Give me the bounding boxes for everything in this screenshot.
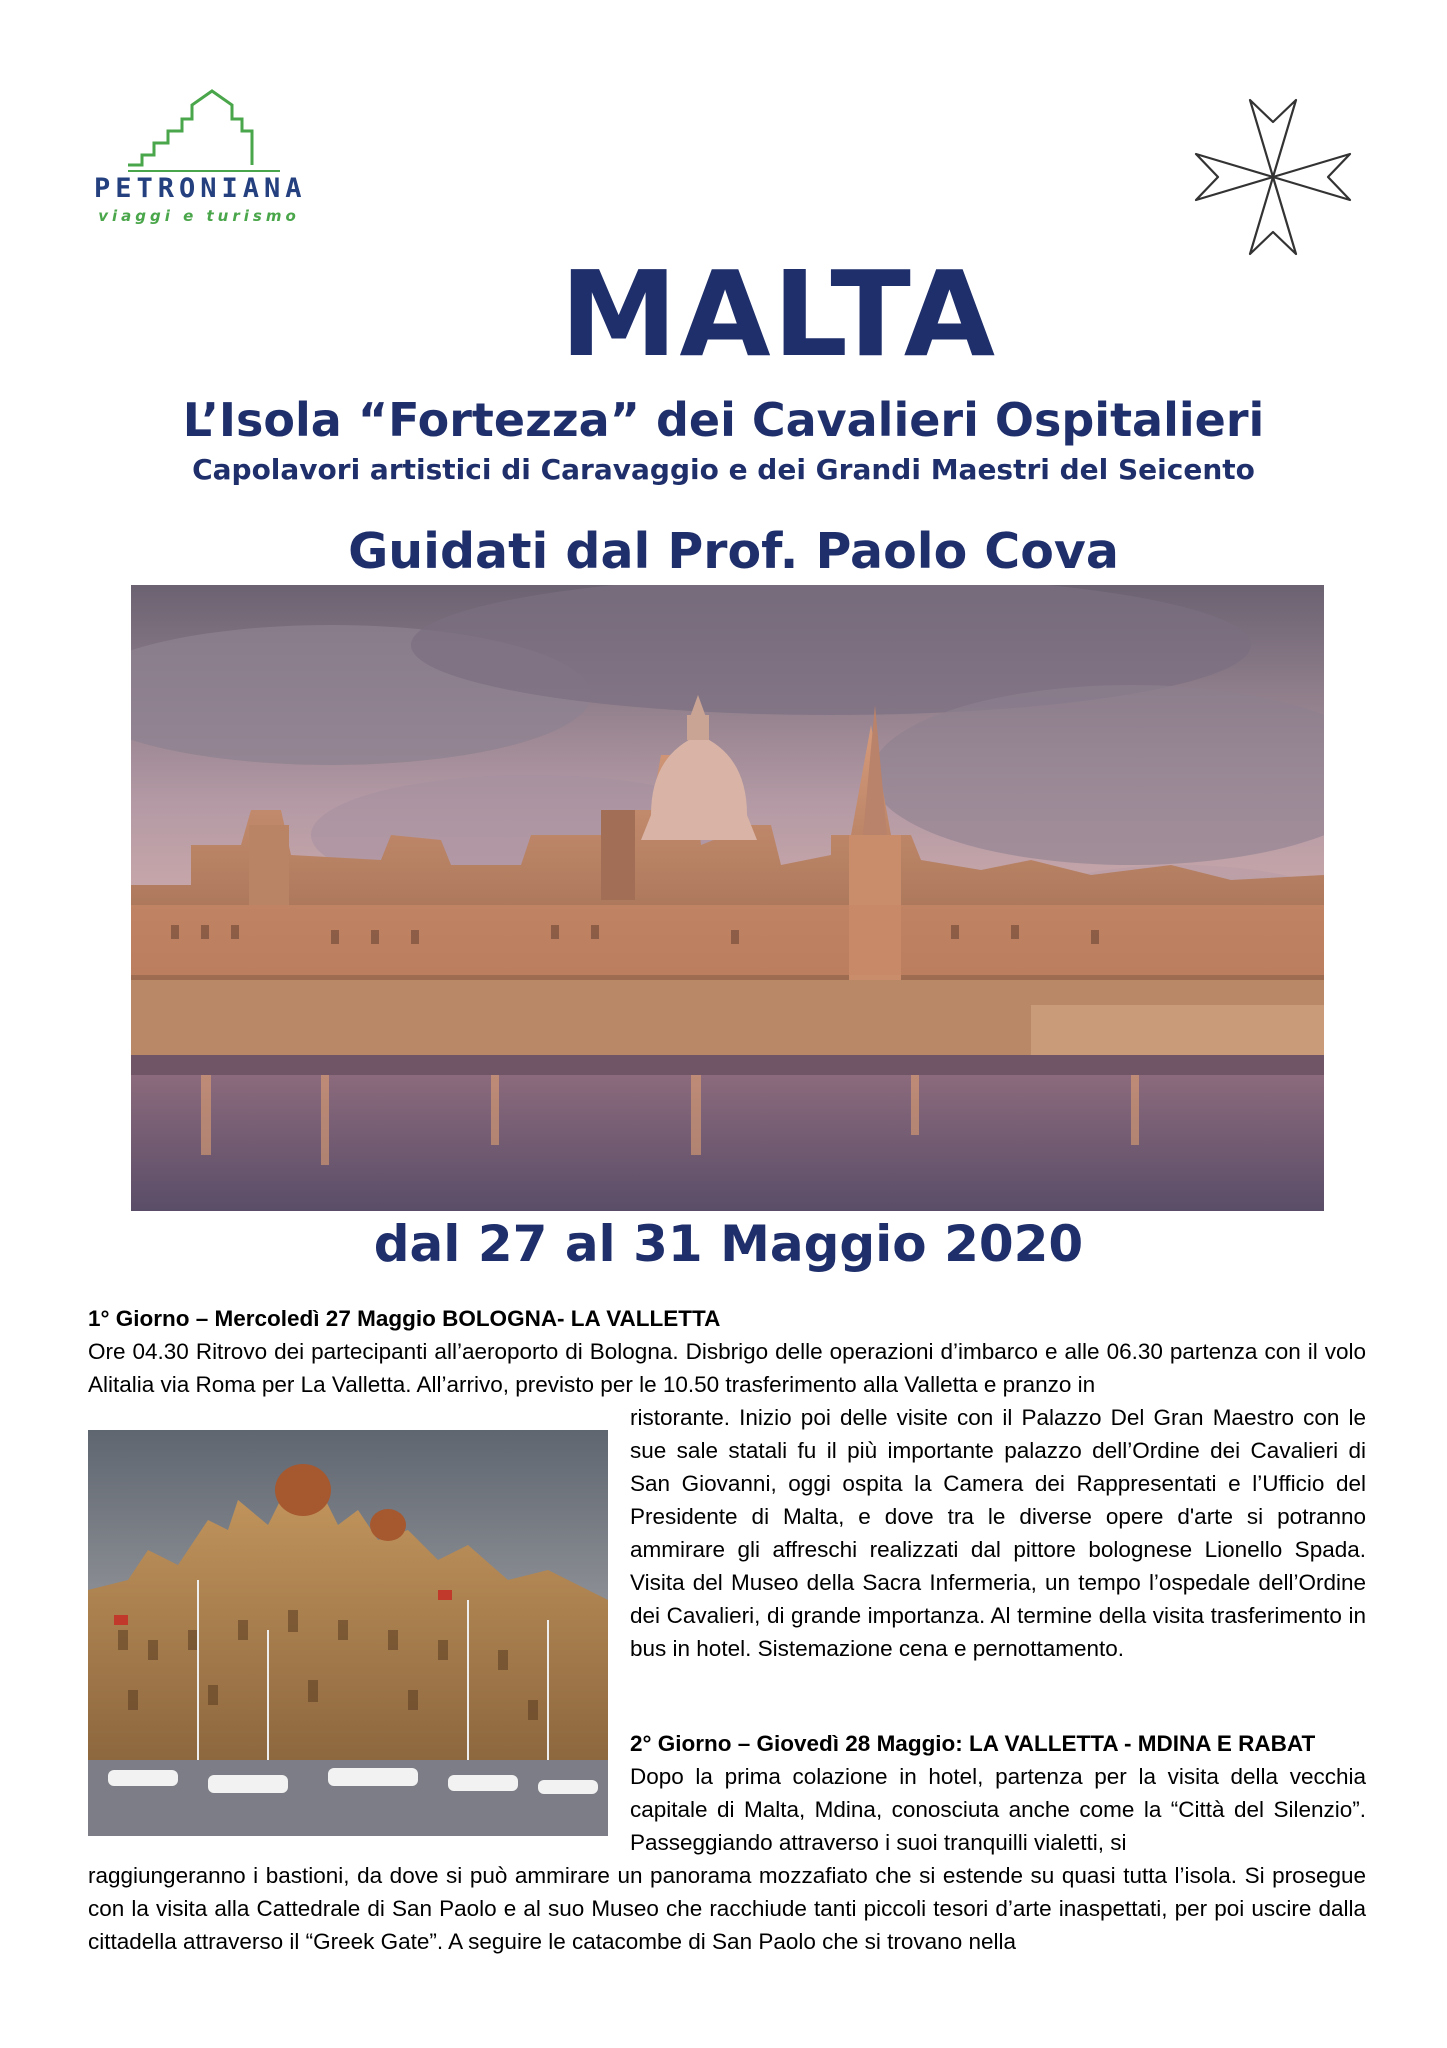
logo-tagline: viaggi e turismo: [98, 207, 300, 225]
petroniana-logo: [90, 85, 310, 235]
day1-text-right: ristorante. Inizio poi delle visite con il Palazzo Del Gran Maestro con le sue sale statali fu il più importante palazzo dell’Ordine dei Cavalieri di San Giovanni, oggi ospita la Camera dei Rappresentati e l’Ufficio del Presidente di Malta, e dove tra le diverse opere d'arte si potranno ammirare gli affreschi realizzati dal pittore bolognese Lionello Spada. Visita del Museo della Sacra Infermeria, un tempo l’ospedale dell’Ordine dei Cavalieri, di grande importanza. Al termine della visita trasferimento in bus in hotel. Sistemazione cena e pernottamento.: [630, 1405, 1366, 1661]
maltese-cross-icon: [1188, 92, 1358, 262]
page-title: MALTA: [560, 245, 998, 383]
day1-text-full: Ore 04.30 Ritrovo dei partecipanti all’aeroporto di Bologna. Disbrigo delle operazioni d’imbarco e alle 06.30 partenza con il volo Alitalia via Roma per La Valletta. All’arrivo, previsto per le 10.50 trasferimento alla Valletta e pranzo in: [88, 1339, 1366, 1397]
day2-text-right: Dopo la prima colazione in hotel, partenza per la visita della vecchia capitale di Malta, Mdina, conosciuta anche come la “Città del Silenzio”. Passeggiando attraverso i suoi tranquilli vialetti, si: [630, 1764, 1366, 1855]
day1-heading: 1° Giorno – Mercoledì 27 Maggio BOLOGNA- LA VALLETTA: [88, 1306, 721, 1331]
tour-dates: dal 27 al 31 Maggio 2020: [373, 1215, 1084, 1273]
day2-text-full: raggiungeranno i bastioni, da dove si può ammirare un panorama mozzafiato che si estende su quasi tutta l’isola. Si prosegue con la visita alla Cattedrale di San Paolo e al suo Museo che racchiude tanti piccoli tesori d’arte inaspettati, per poi uscire dalla cittadella attraverso il “Greek Gate”. A seguire le catacombe di San Paolo che si trovano nella: [88, 1863, 1366, 1954]
subtitle-secondary: Capolavori artistici di Caravaggio e dei Grandi Maestri del Seicento: [192, 453, 1255, 486]
day2-heading: 2° Giorno – Giovedì 28 Maggio: LA VALLETTA - MDINA E RABAT: [630, 1731, 1316, 1756]
logo-name: PETRONIANA: [94, 173, 307, 204]
guide-line: Guidati dal Prof. Paolo Cova: [348, 523, 1119, 580]
building-outline-icon: [120, 85, 290, 175]
birgu-harbour-photo: [88, 1430, 608, 1836]
valletta-skyline-photo: [131, 585, 1324, 1211]
subtitle: L’Isola “Fortezza” dei Cavalieri Ospitalieri: [182, 393, 1265, 447]
